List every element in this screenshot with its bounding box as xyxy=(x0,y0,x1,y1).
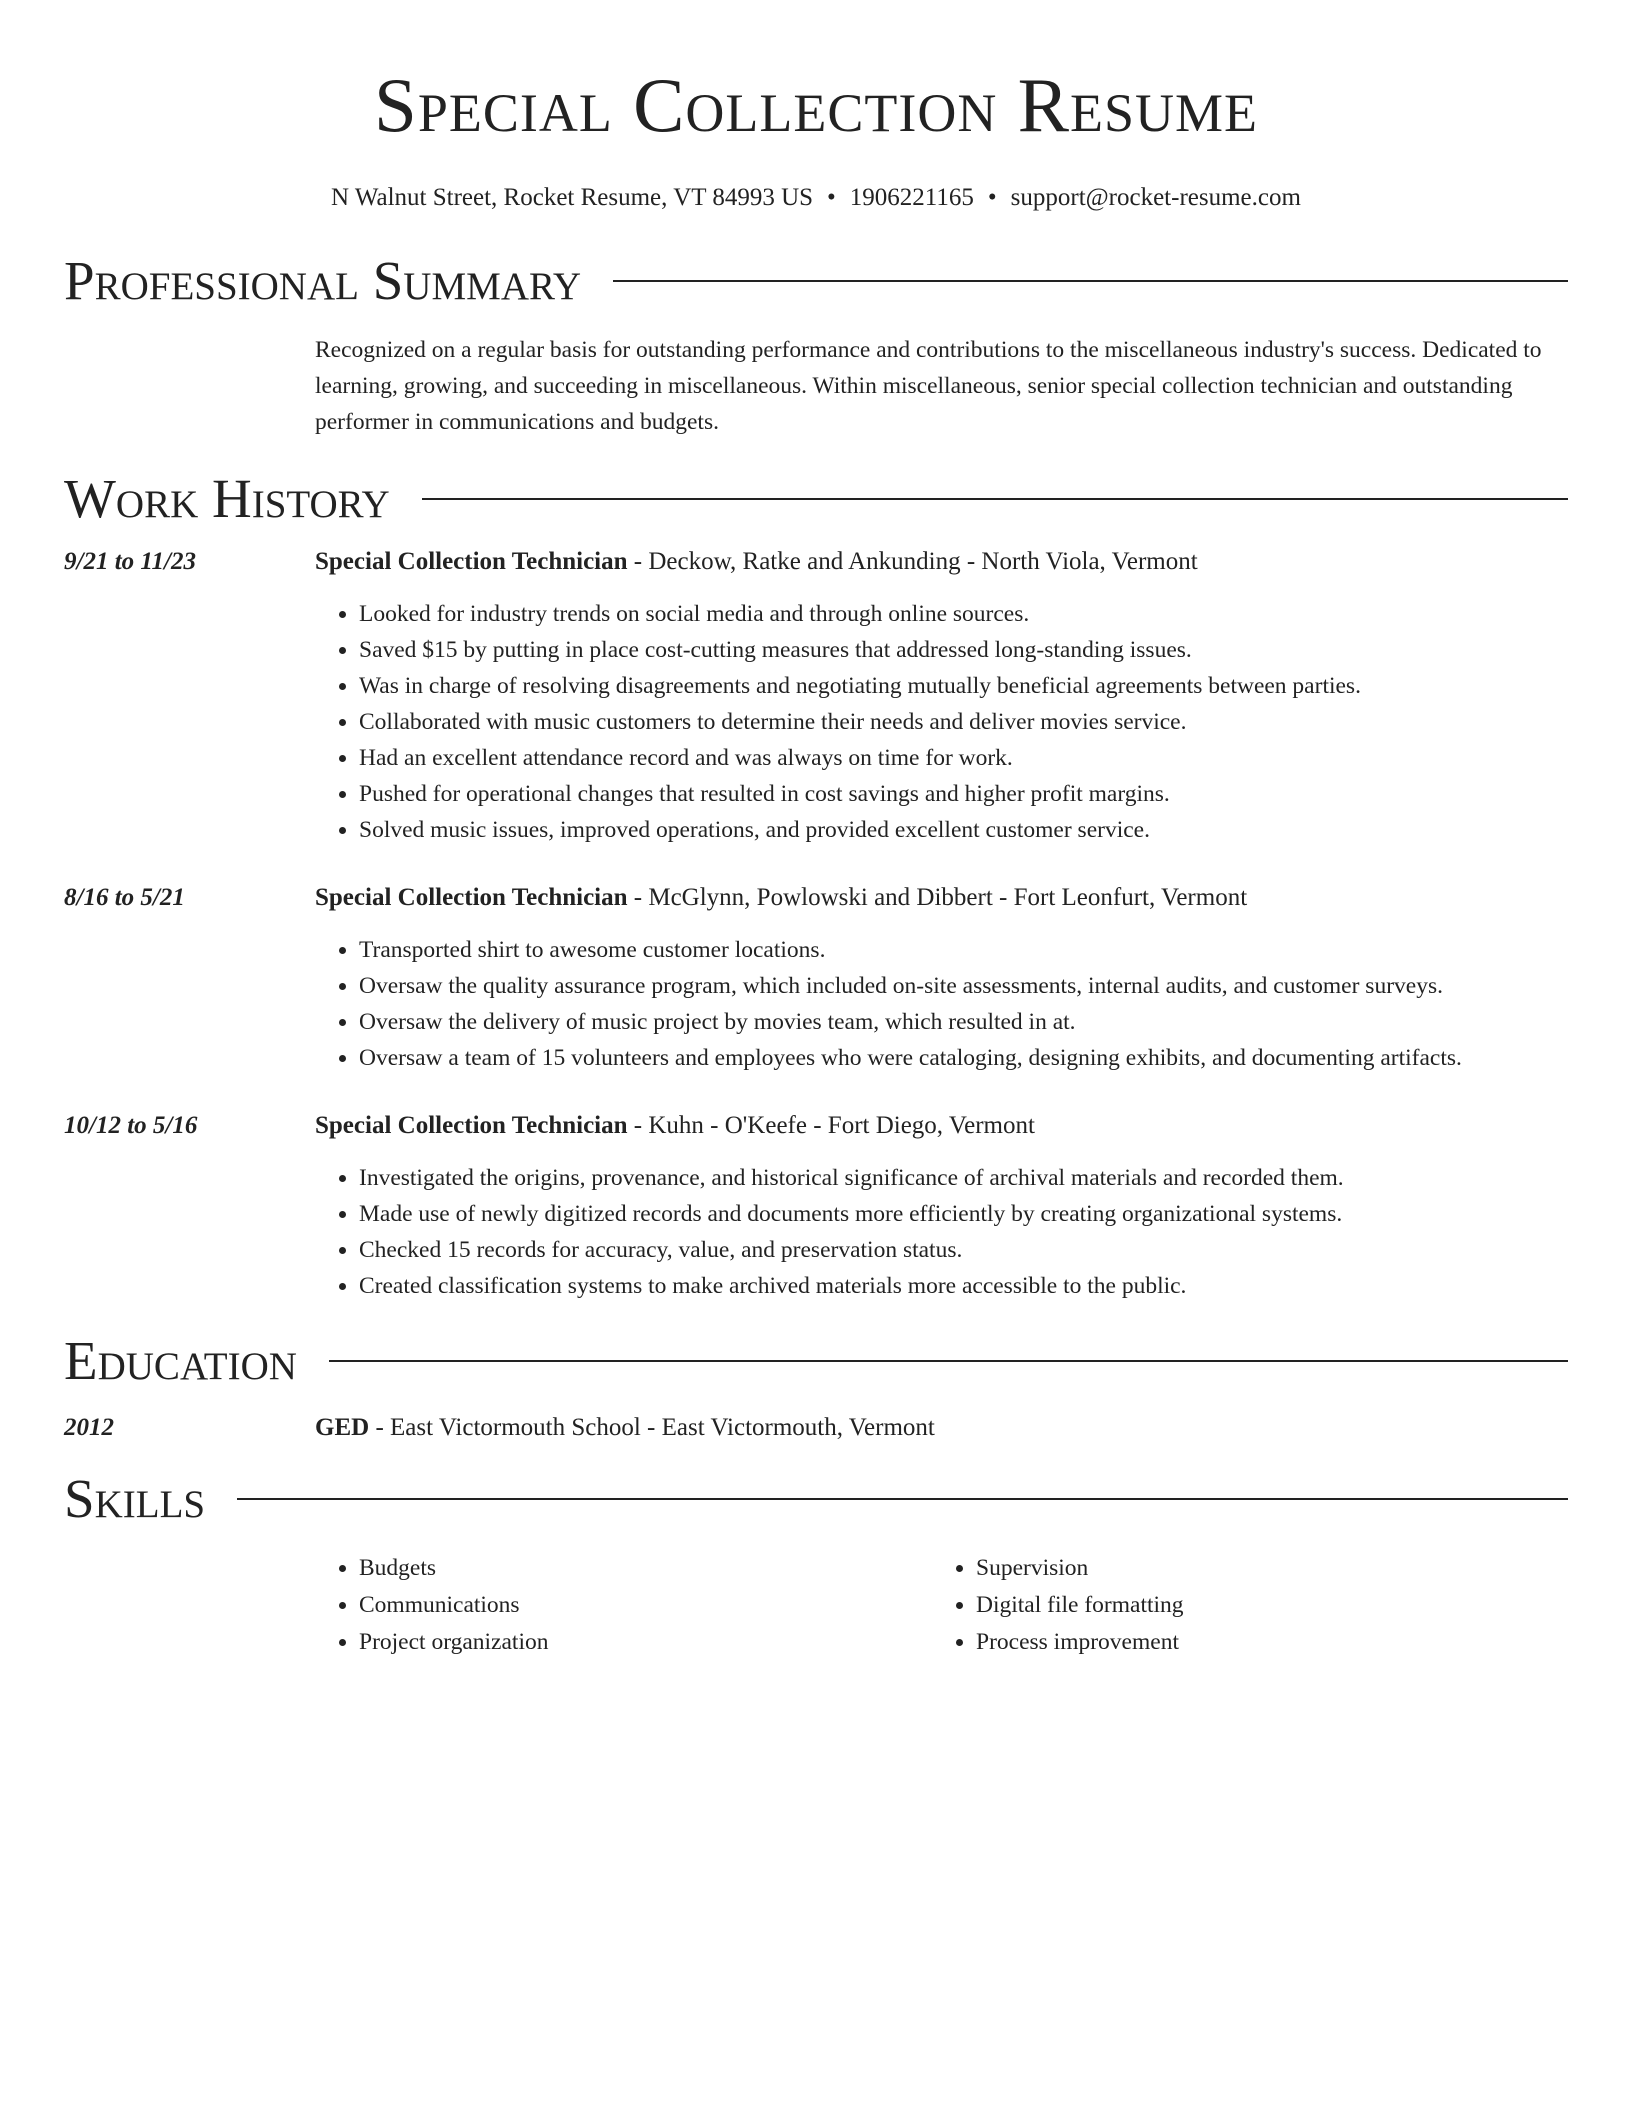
skills-section-header xyxy=(64,1468,1568,1530)
job-bullet: • Made use of newly digitized records and documents more efficiently by creating organizational systems. xyxy=(359,1196,1568,1232)
job-bullet: • Checked 15 records for accuracy, value, and preservation status. xyxy=(359,1232,1568,1268)
bullet-separator: • xyxy=(987,184,997,211)
skills-row xyxy=(64,1550,1568,1661)
bullet-separator: • xyxy=(827,184,836,211)
skills-column-left xyxy=(315,1550,932,1661)
job-bullet: • Saved $15 by putting in place cost-cutting measures that addressed long-standing issues. xyxy=(359,632,1568,668)
skills-spacer xyxy=(64,1550,315,1661)
education-school: - East Victormouth School - East Victormouth, Vermont xyxy=(369,1414,935,1441)
job-dates: 9/21 to 11/23 xyxy=(64,548,196,575)
job-bullet: • Looked for industry trends on social media and through online sources. xyxy=(359,596,1568,632)
job-dates: 10/12 to 5/16 xyxy=(64,1112,198,1139)
contact-phone: 1906221165 xyxy=(849,184,974,211)
education-year: 2012 xyxy=(64,1414,114,1441)
skills-list xyxy=(932,1550,1549,1661)
job-body xyxy=(315,882,1568,1076)
job-title: Special Collection Technician xyxy=(315,884,628,911)
job-bullet: • Investigated the origins, provenance, and historical significance of archival materials and recorded them. xyxy=(359,1160,1568,1196)
skill-item: • Supervision xyxy=(976,1550,1549,1587)
section-divider xyxy=(613,280,1568,282)
job-body xyxy=(315,546,1568,848)
job-employer: - Kuhn - O'Keefe - Fort Diego, Vermont xyxy=(627,1112,1035,1139)
skill-item: • Project organization xyxy=(359,1624,932,1661)
summary-spacer xyxy=(64,332,315,440)
education-line xyxy=(315,1412,1568,1444)
job-title: Special Collection Technician xyxy=(315,548,628,575)
job-title-line xyxy=(315,546,1568,578)
skill-item: • Process improvement xyxy=(976,1624,1549,1661)
education-degree: GED xyxy=(315,1414,370,1441)
section-divider xyxy=(329,1360,1568,1362)
job-bullet: • Had an excellent attendance record and was always on time for work. xyxy=(359,740,1568,776)
job-bullet: • Transported shirt to awesome customer locations. xyxy=(359,932,1568,968)
job-title: Special Collection Technician xyxy=(315,1112,628,1139)
skills-list xyxy=(315,1550,932,1661)
contact-address: N Walnut Street, Rocket Resume, VT 84993 US xyxy=(331,184,814,211)
work-section-header xyxy=(64,468,1568,530)
job-title-line xyxy=(315,882,1568,914)
job-bullets xyxy=(315,932,1568,1076)
job-bullet: • Was in charge of resolving disagreements and negotiating mutually beneficial agreements between parties. xyxy=(359,668,1568,704)
job-bullet: • Oversaw a team of 15 volunteers and employees who were cataloging, designing exhibits, and documenting artifacts. xyxy=(359,1040,1568,1076)
skill-item: • Digital file formatting xyxy=(976,1587,1549,1624)
contact-email: support@rocket-resume.com xyxy=(1010,184,1301,211)
resume-title: Special Collection Resume xyxy=(374,62,1258,148)
summary-row xyxy=(64,332,1568,440)
job-bullets xyxy=(315,1160,1568,1304)
contact-line xyxy=(64,182,1568,214)
summary-text: Recognized on a regular basis for outstanding performance and contributions to the miscellaneous industry's success. Dedicated to learning, growing, and succeeding in miscellaneous. Within miscellaneous, senior special collection technician and outstanding performer in communications and budgets. xyxy=(315,337,1542,435)
education-entry xyxy=(64,1412,1568,1444)
job-entry xyxy=(64,1110,1568,1304)
job-dates: 8/16 to 5/21 xyxy=(64,884,185,911)
summary-heading: Professional Summary xyxy=(64,250,582,311)
work-heading: Work History xyxy=(64,468,390,529)
job-bullet: • Solved music issues, improved operations, and provided excellent customer service. xyxy=(359,812,1568,848)
job-body xyxy=(315,1110,1568,1304)
skill-item: • Budgets xyxy=(359,1550,932,1587)
job-entry xyxy=(64,546,1568,848)
job-bullet: • Pushed for operational changes that resulted in cost savings and higher profit margins. xyxy=(359,776,1568,812)
job-employer: - Deckow, Ratke and Ankunding - North Viola, Vermont xyxy=(627,548,1198,575)
job-bullet: • Collaborated with music customers to determine their needs and deliver movies service. xyxy=(359,704,1568,740)
education-heading: Education xyxy=(64,1330,297,1391)
job-bullet: • Created classification systems to make archived materials more accessible to the public. xyxy=(359,1268,1568,1304)
job-bullets xyxy=(315,596,1568,848)
skill-item: • Communications xyxy=(359,1587,932,1624)
section-divider xyxy=(237,1498,1568,1500)
job-bullet: • Oversaw the quality assurance program, which included on-site assessments, internal audits, and customer surveys. xyxy=(359,968,1568,1004)
job-bullet: • Oversaw the delivery of music project by movies team, which resulted in at. xyxy=(359,1004,1568,1040)
skills-heading: Skills xyxy=(64,1468,206,1529)
work-history-list xyxy=(64,546,1568,1304)
education-section-header xyxy=(64,1330,1568,1392)
job-entry xyxy=(64,882,1568,1076)
section-divider xyxy=(422,498,1568,500)
summary-section-header xyxy=(64,250,1568,312)
job-employer: - McGlynn, Powlowski and Dibbert - Fort Leonfurt, Vermont xyxy=(627,884,1248,911)
skills-column-right xyxy=(932,1550,1549,1661)
job-title-line xyxy=(315,1110,1568,1142)
skills-grid xyxy=(315,1550,1568,1661)
